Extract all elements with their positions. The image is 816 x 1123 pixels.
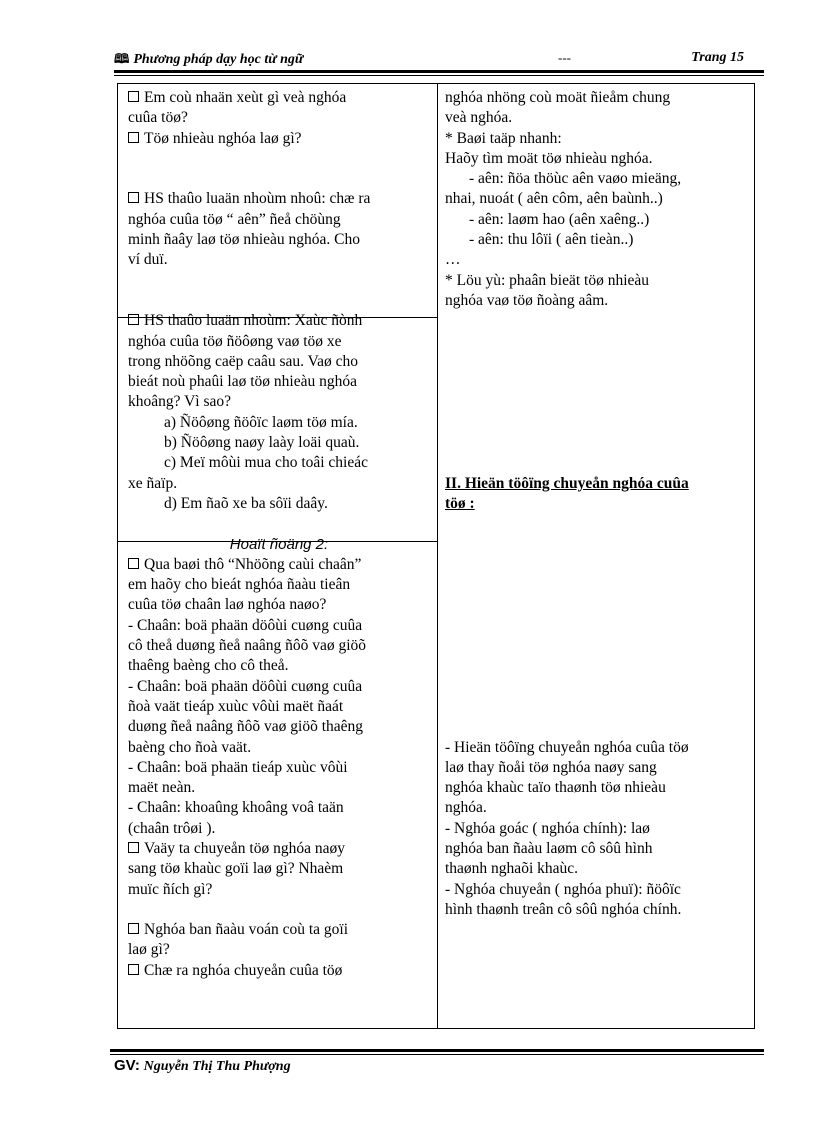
list-item: b) Ñöôøng naøy laày loäi quaù.	[164, 434, 360, 452]
list-item: - aên: laøm hao (aên xaêng..)	[469, 210, 650, 228]
text-line: thaønh nghaõi khaùc.	[445, 860, 579, 878]
checkbox-icon	[128, 923, 139, 934]
list-item-cont: xe ñaïp.	[128, 474, 178, 492]
text-line: sang töø khaùc goïi laø gì? Nhaèm	[128, 860, 344, 878]
checkbox-icon	[128, 842, 139, 853]
question-2: Töø nhieàu nghóa laø gì?	[128, 129, 430, 149]
header-title	[114, 50, 303, 72]
list-item: - aên: ñöa thöùc aên vaøo mieäng,	[469, 170, 682, 188]
text-line: baèng cho ñoà vaät.	[128, 738, 252, 756]
text-line: trong nhöõng caëp caâu sau. Vaø cho	[128, 352, 358, 370]
text-line: Haõy tìm moät töø nhieàu nghóa.	[445, 149, 653, 167]
text-line: nghóa.	[445, 799, 487, 817]
text-line: - Hieän töôïng chuyeån nghóa cuûa töø	[445, 738, 689, 756]
note-heading: * Löu yù: phaân bieät töø nhieàu	[445, 271, 650, 289]
section-heading-cont: töø :	[445, 494, 475, 512]
text-line: - Chaân: khoaûng khoâng voâ taän	[128, 799, 344, 817]
text-line: - Chaân: boä phaän tieáp xuùc vôùi	[128, 758, 348, 776]
header-rule-thick	[114, 70, 764, 73]
page-header	[114, 48, 762, 70]
text-line: thaêng baèng cho cô theå.	[128, 657, 289, 675]
lesson-table	[117, 83, 755, 1029]
text-line: - Chaân: boä phaän döôùi cuøng cuûa	[128, 616, 363, 634]
list-item: - aên: thu lôïi ( aên tieàn..)	[469, 231, 634, 249]
text-line: hình thaønh treân cô sôû nghóa chính.	[445, 900, 682, 918]
text-line: khoâng? Vì sao?	[128, 393, 232, 411]
page-footer	[114, 1057, 291, 1075]
footer-label: GV:	[114, 1057, 140, 1074]
text-line: ví duï.	[128, 251, 168, 269]
text-line: nghóa cuûa töø ñöôøng vaø töø xe	[128, 332, 342, 350]
text-line: - Chaân: boä phaän döôùi cuøng cuûa	[128, 677, 363, 695]
text-line: laø thay ñoåi töø nghóa naøy sang	[445, 758, 657, 776]
teacher-activity-column	[128, 88, 430, 981]
question-1: Em coù nhaän xeùt gì veà nghóa	[128, 88, 430, 108]
content-column	[445, 88, 751, 920]
checkbox-icon	[128, 192, 139, 203]
section-heading: II. Hieän töôïng chuyeån nghóa cuûa	[445, 474, 689, 492]
checkbox-icon	[128, 314, 139, 325]
teacher-name: Nguyễn Thị Thu Phượng	[143, 1059, 291, 1074]
text-line: nghóa nhöng coù moät ñieåm chung	[445, 89, 671, 106]
text-line: ñoà vaät tieáp xuùc vôùi maët ñaát	[128, 697, 344, 715]
header-title-text: Phương pháp dạy học từ ngữ	[133, 52, 304, 67]
list-item: c) Meï môùi mua cho toâi chieác	[164, 454, 369, 472]
footer-rule-thin	[110, 1054, 764, 1055]
exercise-heading: * Baøi taäp nhanh:	[445, 129, 562, 147]
text-line: muïc ñích gì?	[128, 880, 213, 898]
text-line: nhai, nuoát ( aên côm, aên baùnh..)	[445, 190, 663, 208]
page-number: Trang 15	[691, 50, 744, 65]
text-line: laø gì?	[128, 941, 170, 959]
question-3: HS thaûo luaän nhoùm nhoû: chæ ra	[128, 189, 430, 209]
text-line: cô theå duøng ñeå naâng ñôõ vaø giöõ	[128, 637, 367, 655]
activity-heading: Hoaït ñoäng 2:	[229, 535, 329, 553]
checkbox-icon	[128, 558, 139, 569]
checkbox-icon	[128, 91, 139, 102]
text-line: …	[445, 251, 461, 269]
question-4: HS thaûo luaän nhoùm: Xaùc ñònh	[128, 311, 430, 331]
text-line: (chaân trôøi ).	[128, 819, 216, 837]
list-item: d) Em ñaõ xe ba sôïi daây.	[164, 494, 328, 512]
text-line: minh ñaây laø töø nhieàu nghóa. Cho	[128, 231, 361, 249]
text-line: veà nghóa.	[445, 109, 513, 127]
text-line: nghóa khaùc taïo thaønh töø nhieàu	[445, 779, 666, 797]
text-line: em haõy cho bieát nghóa ñaàu tieân	[128, 576, 351, 594]
footer-rule-thick	[110, 1049, 764, 1052]
text-line: maët neàn.	[128, 779, 196, 797]
checkbox-icon	[128, 132, 139, 143]
text-line: cuûa töø chaân laø nghóa naøo?	[128, 596, 327, 614]
question-5: Qua baøi thô “Nhöõng caùi chaân”	[128, 555, 430, 575]
text-line: duøng ñeå naâng ñôõ vaø giöõ thaêng	[128, 718, 364, 736]
question-1-cont: cuûa töø?	[128, 109, 188, 127]
text-line: nghóa ban ñaàu laøm cô sôû hình	[445, 839, 653, 857]
column-divider	[437, 84, 438, 1028]
text-line: nghóa vaø töø ñoàng aâm.	[445, 291, 609, 309]
text-line: bieát noù phaûi laø töø nhieàu nghóa	[128, 373, 357, 391]
book-icon: 🕮	[114, 52, 130, 67]
checkbox-icon	[128, 964, 139, 975]
question-7: Nghóa ban ñaàu voán coù ta goïi	[128, 920, 430, 940]
text-line: nghóa cuûa töø “ aên” ñeå chöùng	[128, 210, 341, 228]
text-line: - Nghóa goác ( nghóa chính): laø	[445, 819, 650, 837]
header-rule-thin	[114, 75, 764, 76]
question-8: Chæ ra nghóa chuyeån cuûa töø	[128, 961, 430, 981]
header-separator: ---	[558, 50, 571, 65]
question-6: Vaäy ta chuyeån töø nghóa naøy	[128, 839, 430, 859]
list-item: a) Ñöôøng ñöôïc laøm töø mía.	[164, 413, 358, 431]
text-line: - Nghóa chuyeån ( nghóa phuï): ñöôïc	[445, 880, 681, 898]
